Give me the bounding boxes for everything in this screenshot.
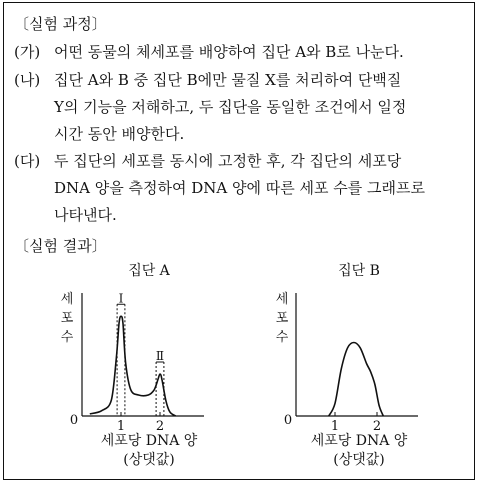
step-da-line-3: 나타낸다. (54, 206, 117, 224)
chart-a-tick-label-1: 2 (155, 419, 165, 434)
chart-b-curve (329, 343, 384, 417)
chart-b-ticks (331, 412, 381, 434)
chart-b-title: 집단 B (338, 263, 380, 279)
question-box (3, 2, 475, 480)
chart-a-ylabel-3: 수 (60, 330, 74, 345)
result-header: 〔실험 결과〕 (14, 237, 107, 255)
chart-a-ticks (117, 412, 164, 434)
step-ga-marker: (가) (14, 43, 41, 61)
chart-a-tick-label-0: 1 (116, 419, 126, 434)
chart-a-peak-1-label: Ⅱ (155, 349, 165, 363)
step-na-line-2: Y의 기능을 저해하고, 두 집단을 동일한 조건에서 일정 (54, 98, 407, 116)
chart-a-ylabel-1: 세 (60, 292, 74, 307)
chart-a-origin: 0 (69, 413, 79, 428)
chart-b-tick-label-0: 1 (330, 419, 340, 434)
chart-b-ylabel-1: 세 (275, 292, 289, 307)
step-da-marker: (다) (14, 152, 41, 170)
step-da-line-1: 두 집단의 세포를 동시에 고정한 후, 각 집단의 세포당 (54, 152, 402, 170)
chart-group-b (269, 261, 469, 471)
chart-a-xlabel: 세포당 DNA 양 (100, 433, 198, 449)
process-header: 〔실험 과정〕 (14, 15, 107, 33)
chart-a-curve (90, 316, 176, 416)
step-da-line-2: DNA 양을 측정하여 DNA 양에 따른 세포 수를 그래프로 (54, 179, 425, 197)
chart-b-xlabel: 세포당 DNA 양 (310, 433, 408, 449)
chart-b-tick-label-1: 2 (372, 419, 382, 434)
chart-a-xlabel-sub: (상댓값) (123, 452, 175, 468)
step-ga-line-1: 어떤 동물의 체세포를 배양하여 집단 A와 B로 나눈다. (54, 43, 404, 61)
chart-a-ylabel-2: 포 (60, 311, 74, 326)
step-na-marker: (나) (14, 71, 41, 89)
step-na-line-3: 시간 동안 배양한다. (54, 125, 185, 143)
chart-a-title: 집단 A (128, 263, 170, 279)
chart-group-a (54, 261, 264, 471)
step-na-line-1: 집단 A와 B 중 집단 B에만 물질 X를 처리하여 단백질 (54, 71, 402, 89)
chart-b-ylabel-2: 포 (275, 311, 289, 326)
chart-a-peak-0-label: Ⅰ (118, 291, 124, 306)
chart-b-xlabel-sub: (상댓값) (333, 452, 385, 468)
chart-b-origin: 0 (283, 413, 293, 428)
chart-b-ylabel-3: 수 (275, 330, 289, 345)
